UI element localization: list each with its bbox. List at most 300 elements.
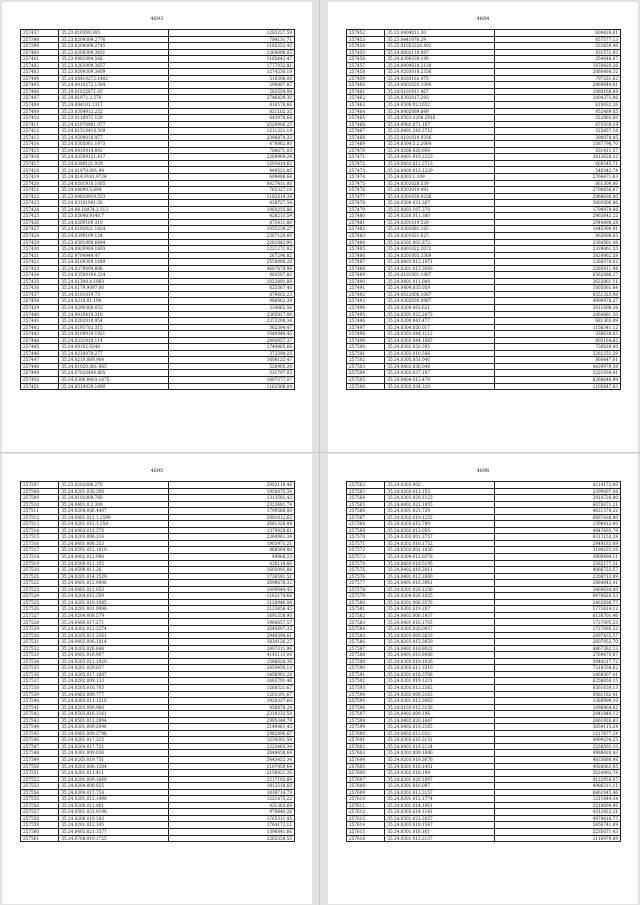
- cadastral-number-cell: 35.24.0509016.977: [59, 134, 169, 141]
- value-cell: 643978,68: [168, 115, 294, 122]
- cadastral-number-cell: 35.24.0402.012.940: [59, 554, 169, 561]
- cadastral-number-cell: 35.24.0205.021.2361: [59, 632, 169, 639]
- cadastral-number-cell: 35.23.0209309.2776: [59, 36, 169, 43]
- row-number-cell: 257578: [347, 586, 385, 593]
- value-cell: 267296,82: [168, 252, 294, 259]
- cadastral-number-cell: 35.24.0401.016.907: [59, 652, 169, 659]
- cadastral-number-cell: 35.24.0500.011.105: [59, 560, 169, 567]
- cadastral-number-cell: 35.24.0200.041.477: [385, 318, 495, 325]
- cadastral-number-cell: 35.24.0301.016.1451: [385, 763, 495, 770]
- row-number-cell: 257449: [21, 370, 59, 377]
- value-cell: 548342,74: [494, 167, 620, 174]
- row-number-cell: 257472: [347, 160, 385, 167]
- value-cell: 1293414,62: [168, 160, 294, 167]
- row-number-cell: 257440: [21, 311, 59, 318]
- cadastral-number-cell: 35.24.0204.020.1025: [385, 593, 495, 600]
- page-number: 4694: [476, 16, 490, 22]
- value-cell: 861309,86: [494, 180, 620, 187]
- value-cell: 1185552,42: [168, 43, 294, 50]
- value-cell: 9122954,07: [494, 776, 620, 783]
- table-row: [347, 835, 621, 842]
- cadastral-number-cell: 35.24.0305.051.040: [385, 357, 495, 364]
- row-number-cell: 257524: [21, 593, 59, 600]
- cadastral-number-cell: 35.24.0203.006.1284: [59, 763, 169, 770]
- row-number-cell: 257403: [21, 69, 59, 76]
- value-cell: 3813628,12: [494, 154, 620, 161]
- row-number-cell: 257512: [21, 514, 59, 521]
- value-cell: 1608122,47: [168, 357, 294, 364]
- cadastral-number-cell: 35.24.0201.012.3063: [385, 698, 495, 705]
- row-number-cell: 257443: [21, 331, 59, 338]
- row-number-cell: 257420: [21, 180, 59, 187]
- row-number-cell: 257563: [347, 488, 385, 495]
- row-number-cell: 257581: [347, 606, 385, 613]
- cadastral-number-cell: 35.24.04090.5.694: [59, 187, 169, 194]
- row-number-cell: 257535: [21, 665, 59, 672]
- row-number-cell: 257611: [347, 802, 385, 809]
- row-number-cell: 257482: [347, 226, 385, 233]
- value-cell: 1499044,45: [168, 586, 294, 593]
- cadastral-number-cell: 35.24.0301.016.3708: [385, 671, 495, 678]
- value-cell: 1268521,67: [168, 684, 294, 691]
- value-cell: 4439979,38: [494, 363, 620, 370]
- row-number-cell: 257594: [347, 691, 385, 698]
- row-number-cell: 257474: [347, 174, 385, 181]
- row-number-cell: 257606: [347, 770, 385, 777]
- row-number-cell: 257532: [21, 645, 59, 652]
- cadastral-number-cell: 35.24.01309.4.1960: [59, 278, 169, 285]
- value-cell: 1055239,27: [168, 226, 294, 233]
- cadastral-number-cell: 35.23.0116071.159: [59, 115, 169, 122]
- value-cell: 1096864,62: [494, 704, 620, 711]
- cadastral-number-cell: 35.24.0203.006.316: [59, 534, 169, 541]
- value-cell: 1264096,05: [168, 49, 294, 56]
- value-cell: 821102,32: [168, 108, 294, 115]
- value-cell: 1813518,60: [168, 783, 294, 790]
- cadastral-number-cell: 35.24.0201019.529: [385, 219, 495, 226]
- cadastral-number-cell: 35.24.01970981.977: [59, 121, 169, 128]
- cadastral-number-cell: 35.24.01972.2.570: [59, 95, 169, 102]
- row-number-cell: 257503: [347, 363, 385, 370]
- value-cell: 1799566,00: [168, 508, 294, 515]
- cadastral-number-cell: 35.24.0920904.1693: [59, 246, 169, 253]
- value-cell: 4687679,96: [168, 265, 294, 272]
- row-number-cell: 257531: [21, 639, 59, 646]
- row-number-cell: 257439: [21, 304, 59, 311]
- value-cell: 2798856,67: [494, 187, 620, 194]
- value-cell: 2902118,46: [168, 482, 294, 489]
- value-cell: 5944217,72: [494, 658, 620, 665]
- value-cell: 979840,26: [168, 809, 294, 816]
- cadastral-number-cell: 35.24.0503.016.1161: [59, 711, 169, 718]
- row-number-cell: 257497: [347, 324, 385, 331]
- row-number-cell: 257530: [21, 632, 59, 639]
- data-table: [346, 481, 621, 842]
- value-cell: 2558996,20: [168, 259, 294, 266]
- cadastral-number-cell: 35.24.0403.018.5195: [385, 560, 495, 567]
- row-number-cell: 257550: [21, 763, 59, 770]
- cadastral-number-cell: 35.24.0201.012.345: [59, 822, 169, 829]
- row-number-cell: 257453: [347, 36, 385, 43]
- row-number-cell: 257546: [21, 737, 59, 744]
- value-cell: 2367129,60: [168, 232, 294, 239]
- value-cell: 736628,00: [494, 344, 620, 351]
- cadastral-number-cell: 35.24.0201.020.1250: [385, 586, 495, 593]
- cadastral-number-cell: 35.24.0201.036.200: [59, 488, 169, 495]
- row-number-cell: 257600: [347, 730, 385, 737]
- value-cell: 6667436,80: [494, 514, 620, 521]
- row-number-cell: 257498: [347, 331, 385, 338]
- row-number-cell: 257510: [21, 501, 59, 508]
- cadastral-number-cell: 35.24.0902089.849: [385, 108, 495, 115]
- row-number-cell: 257488: [347, 265, 385, 272]
- row-number-cell: 257544: [21, 724, 59, 731]
- cadastral-number-cell: 35.24.0302028.539: [385, 180, 495, 187]
- cadastral-number-cell: 35.24.0304.020.017: [385, 324, 495, 331]
- cadastral-number-cell: 35.24.0209109.310: [59, 219, 169, 226]
- value-cell: 1283227,59: [168, 30, 294, 37]
- row-number-cell: 257496: [347, 318, 385, 325]
- cadastral-number-cell: 35.24.0210070.277: [59, 350, 169, 357]
- cadastral-number-cell: 35.23.0441076.29: [385, 36, 495, 43]
- row-number-cell: 257416: [21, 154, 59, 161]
- value-cell: 5235071,43: [494, 828, 620, 835]
- value-cell: 2769470,67: [494, 652, 620, 659]
- data-table: [20, 29, 295, 390]
- row-number-cell: 257411: [21, 121, 59, 128]
- row-number-cell: 257570: [347, 534, 385, 541]
- row-number-cell: 257560: [21, 828, 59, 835]
- cadastral-number-cell: 35.24.0204.012.0378: [385, 554, 495, 561]
- value-cell: 324062,56: [168, 304, 294, 311]
- value-cell: 600428,61: [494, 30, 620, 37]
- value-cell: 875411,80: [168, 219, 294, 226]
- value-cell: 1586628,36: [168, 658, 294, 665]
- row-number-cell: 257511: [21, 508, 59, 515]
- row-number-cell: 257434: [21, 272, 59, 279]
- value-cell: 3659115,24: [494, 724, 620, 731]
- row-number-cell: 257476: [347, 187, 385, 194]
- cadastral-number-cell: 35.24.0203.002: [385, 482, 495, 489]
- row-number-cell: 257407: [21, 95, 59, 102]
- value-cell: 1080168,69: [494, 88, 620, 95]
- value-cell: 1023891,89: [168, 278, 294, 285]
- value-cell: 3218694,96: [494, 802, 620, 809]
- row-number-cell: 257507: [21, 482, 59, 489]
- cadastral-number-cell: 35.24.0203.009.2633: [385, 632, 495, 639]
- value-cell: 2766471,63: [494, 174, 620, 181]
- value-cell: 2949183,09: [494, 540, 620, 547]
- cadastral-number-cell: 35.24.0201.017.225: [59, 737, 169, 744]
- cadastral-number-cell: 35.24.0409618.2139: [385, 62, 495, 69]
- cadastral-number-cell: 35.24.0303.011.1010: [385, 665, 495, 672]
- cadastral-number-cell: 35.23.0301909.6494: [59, 239, 169, 246]
- horizontal-page-divider: [0, 452, 640, 453]
- value-cell: 2859450,13: [168, 665, 294, 672]
- row-number-cell: 257585: [347, 632, 385, 639]
- value-cell: 583554,08: [168, 88, 294, 95]
- value-cell: 2969944,01: [494, 82, 620, 89]
- cadastral-number-cell: 35.24.0206.019.343: [59, 815, 169, 822]
- row-number-cell: 257509: [21, 495, 59, 502]
- row-number-cell: 257415: [21, 147, 59, 154]
- value-cell: 1097377,07: [168, 376, 294, 383]
- cadastral-number-cell: 35.24.0402.009.777: [59, 691, 169, 698]
- cadastral-number-cell: 35.24.0192021.1824: [59, 226, 169, 233]
- value-cell: 3469634,00: [494, 586, 620, 593]
- cadastral-number-cell: 35.24.0201.012.1774: [385, 796, 495, 803]
- value-cell: 3623861,11: [494, 278, 620, 285]
- row-number-cell: 257428: [21, 232, 59, 239]
- cadastral-number-cell: 35.24.0303.037.107: [385, 370, 495, 377]
- value-cell: 2217192,89: [168, 776, 294, 783]
- row-number-cell: 257467: [347, 128, 385, 135]
- row-number-cell: 257419: [21, 174, 59, 181]
- cadastral-number-cell: 35.24.0303.1.109: [385, 174, 495, 181]
- cadastral-number-cell: 35.24.03101901.56: [59, 200, 169, 207]
- cadastral-number-cell: 35.24.0401.011.089: [385, 278, 495, 285]
- value-cell: 963008,65: [494, 232, 620, 239]
- cadastral-number-cell: 35.24.0210.01.198: [59, 298, 169, 305]
- cadastral-number-cell: 35.24.0302.019.207: [385, 606, 495, 613]
- row-number-cell: 257470: [347, 147, 385, 154]
- value-cell: 4847693,79: [494, 527, 620, 534]
- cadastral-number-cell: 35.23.010309.305: [59, 30, 169, 37]
- cadastral-number-cell: 35.24.0303.019.1026: [385, 658, 495, 665]
- value-cell: 1691558,90: [168, 612, 294, 619]
- row-number-cell: 257483: [347, 232, 385, 239]
- value-cell: 1736591,51: [168, 573, 294, 580]
- row-number-cell: 257448: [21, 363, 59, 370]
- row-number-cell: 257502: [347, 357, 385, 364]
- cadastral-number-cell: 35.24.0303.044.1112: [385, 331, 495, 338]
- value-cell: 1234301,54: [168, 737, 294, 744]
- row-number-cell: 257541: [21, 704, 59, 711]
- cadastral-number-cell: 35.23.02640.9140.7: [59, 213, 169, 220]
- cadastral-number-cell: 35.24.0500.02.1652: [385, 102, 495, 109]
- value-cell: 699486,64: [168, 174, 294, 181]
- value-cell: 2492657,37: [168, 337, 294, 344]
- cadastral-number-cell: 35.24.0203.009.960: [59, 704, 169, 711]
- cadastral-number-cell: 35.24.0402.009.196: [385, 711, 495, 718]
- row-number-cell: 257414: [21, 141, 59, 148]
- row-number-cell: 257489: [347, 272, 385, 279]
- row-number-cell: 257492: [347, 291, 385, 298]
- value-cell: 8476620,53: [494, 593, 620, 600]
- cadastral-number-cell: 35.23.0404011.30: [385, 30, 495, 37]
- row-number-cell: 257590: [347, 665, 385, 672]
- row-number-cell: 257441: [21, 318, 59, 325]
- value-cell: 438727,54: [168, 200, 294, 207]
- row-number-cell: 257584: [347, 626, 385, 633]
- cadastral-number-cell: 35.24.0203.011.1920: [59, 658, 169, 665]
- row-number-cell: 257520: [21, 567, 59, 574]
- value-cell: 8288646,99: [494, 376, 620, 383]
- cadastral-number-cell: 35.24.0101001.1987: [385, 272, 495, 279]
- value-cell: 905164,62: [494, 337, 620, 344]
- cadastral-number-cell: 35.24.0402.018.8022: [385, 645, 495, 652]
- cadastral-number-cell: 35.24.0402.016.2011: [385, 567, 495, 574]
- cadastral-number-cell: 35.24.0302.012.050: [385, 527, 495, 534]
- page-number: 4693: [150, 16, 164, 22]
- row-number-cell: 257529: [21, 626, 59, 633]
- value-cell: 333859,46: [494, 43, 620, 50]
- value-cell: 952489,05: [494, 108, 620, 115]
- value-cell: 5771614,12: [494, 606, 620, 613]
- value-cell: 2699678,32: [168, 580, 294, 587]
- cadastral-number-cell: 35.24.0301.020.1097: [385, 776, 495, 783]
- row-number-cell: 257542: [21, 711, 59, 718]
- row-number-cell: 257545: [21, 730, 59, 737]
- cadastral-number-cell: 35.24.0500.031.267: [385, 200, 495, 207]
- value-cell: 2060484,32: [494, 69, 620, 76]
- row-number-cell: 257588: [347, 652, 385, 659]
- value-cell: 816578,66: [168, 102, 294, 109]
- value-cell: 831571,93: [494, 49, 620, 56]
- row-number-cell: 257431: [21, 252, 59, 259]
- row-number-cell: 257458: [347, 69, 385, 76]
- cadastral-number-cell: 35.24.0202.019.1222: [385, 514, 495, 521]
- value-cell: 1744865,66: [168, 344, 294, 351]
- cadastral-number-cell: 35.24.0402.006.1937: [385, 612, 495, 619]
- row-number-cell: 257452: [347, 30, 385, 37]
- value-cell: 1799979,66: [494, 206, 620, 213]
- cadastral-number-cell: 35.24.0301.013.2137: [385, 835, 495, 842]
- page-number: 4696: [476, 468, 490, 474]
- value-cell: 531797,05: [168, 370, 294, 377]
- cadastral-number-cell: 35.24.0401.012.1.2599: [59, 514, 169, 521]
- value-cell: 4988420,43: [494, 750, 620, 757]
- cadastral-number-cell: 35.25.01053226.492: [385, 43, 495, 50]
- row-number-cell: 257564: [347, 495, 385, 502]
- page-4695: [2, 454, 312, 904]
- value-cell: 2149461,45: [168, 724, 294, 731]
- row-number-cell: 257437: [21, 291, 59, 298]
- row-number-cell: 257616: [347, 835, 385, 842]
- value-cell: 2319233,58: [168, 711, 294, 718]
- value-cell: 1445390,91: [494, 226, 620, 233]
- row-number-cell: 257408: [21, 102, 59, 109]
- row-number-cell: 257525: [21, 599, 59, 606]
- cadastral-number-cell: 35.23.0401.316.3712: [385, 128, 495, 135]
- value-cell: 2607952,70: [494, 639, 620, 646]
- row-number-cell: 257451: [21, 383, 59, 390]
- row-number-cell: 257516: [21, 540, 59, 547]
- cadastral-number-cell: 35.24.0306.8403.1675: [59, 376, 169, 383]
- row-number-cell: 257555: [21, 796, 59, 803]
- value-cell: 2116979,89: [494, 835, 620, 842]
- row-number-cell: 257401: [21, 56, 59, 63]
- cadastral-number-cell: 35.24.0400.012.1229: [385, 167, 495, 174]
- cadastral-number-cell: 35.24.0602119.987: [385, 49, 495, 56]
- row-number-cell: 257442: [21, 324, 59, 331]
- row-number-cell: 257608: [347, 783, 385, 790]
- value-cell: 860447,01: [494, 357, 620, 364]
- cadastral-number-cell: 35.24.0404.012.479: [385, 376, 495, 383]
- value-cell: 1960657,57: [168, 619, 294, 626]
- value-cell: 2208712,09: [494, 573, 620, 580]
- value-cell: 1004371,06: [494, 95, 620, 102]
- cadastral-number-cell: 35.24.0402.011.2713: [385, 160, 495, 167]
- cadastral-number-cell: 35.24.0402.006.1014: [59, 639, 169, 646]
- row-number-cell: 257465: [347, 115, 385, 122]
- cadastral-number-cell: 35.24.0204.009.025: [59, 783, 169, 790]
- cadastral-number-cell: 35.24.0401.0.2.309: [59, 501, 169, 508]
- cadastral-number-cell: 35.24.0201.019.1271: [385, 678, 495, 685]
- cadastral-number-cell: 35.24.0109309.1649: [59, 259, 169, 266]
- cadastral-number-cell: 35.23.0304912.232: [59, 108, 169, 115]
- cadastral-number-cell: 35.24.07020408.805: [59, 370, 169, 377]
- value-cell: 1185443,47: [168, 56, 294, 63]
- cadastral-number-cell: 35.24.0200.061.621: [385, 304, 495, 311]
- value-cell: 2982896,67: [168, 730, 294, 737]
- row-number-cell: 257426: [21, 219, 59, 226]
- cadastral-number-cell: 35.24.0220.011.380: [385, 213, 495, 220]
- cadastral-number-cell: 35.24.0401.009.2796: [59, 730, 169, 737]
- value-cell: 49868,23: [168, 554, 294, 561]
- row-number-cell: 257519: [21, 560, 59, 567]
- row-number-cell: 257460: [347, 82, 385, 89]
- row-number-cell: 257427: [21, 226, 59, 233]
- cadastral-number-cell: 35.24.0902.071.167: [385, 121, 495, 128]
- row-number-cell: 257481: [347, 219, 385, 226]
- row-number-cell: 257571: [347, 540, 385, 547]
- cadastral-number-cell: 35.24.0204.017.721: [59, 743, 169, 750]
- value-cell: 6317153,28: [494, 534, 620, 541]
- value-cell: 1217877,14: [494, 730, 620, 737]
- value-cell: 322865,60: [494, 115, 620, 122]
- cadastral-number-cell: 35.24.0201.002.872: [385, 239, 495, 246]
- cadastral-number-cell: 35.24.0401.012.2060: [385, 573, 495, 580]
- value-cell: 1380999,10: [494, 698, 620, 705]
- value-cell: 1396841,66: [168, 828, 294, 835]
- cadastral-number-cell: 35.24.08410272.1402: [59, 75, 169, 82]
- cadastral-number-cell: 35.24.0404.035.059: [385, 285, 495, 292]
- value-cell: 458878,28: [168, 704, 294, 711]
- value-cell: 2399097,08: [494, 488, 620, 495]
- cadastral-number-cell: 35.24.0401.016.3961: [385, 580, 495, 587]
- row-number-cell: 257409: [21, 108, 59, 115]
- table-row: [347, 383, 621, 390]
- value-cell: 5443452,34: [168, 756, 294, 763]
- cadastral-number-cell: 35.24.0206.020.908: [385, 147, 495, 154]
- value-cell: 1274530,19: [168, 69, 294, 76]
- data-table: [346, 29, 621, 390]
- row-number-cell: 257418: [21, 167, 59, 174]
- cadastral-number-cell: 35.02.9704944.47: [59, 252, 169, 259]
- row-number-cell: 257604: [347, 756, 385, 763]
- row-number-cell: 257566: [347, 508, 385, 515]
- value-cell: 4214172,00: [494, 482, 620, 489]
- cadastral-number-cell: 35.24.0305061.1973: [59, 141, 169, 148]
- cadastral-number-cell: 35.24.0401.021.1955: [385, 501, 495, 508]
- cadastral-number-cell: 35.24.0401.008.253: [59, 540, 169, 547]
- cadastral-number-cell: 35.24.0303.014.1141: [385, 809, 495, 816]
- cadastral-number-cell: 35.24.0202.009.2163: [385, 691, 495, 698]
- value-cell: 765327,10: [168, 187, 294, 194]
- cadastral-number-cell: 35.24.0103.012.3156: [385, 704, 495, 711]
- row-number-cell: 257552: [21, 776, 59, 783]
- cadastral-number-cell: 35.24.0399109.124: [59, 232, 169, 239]
- cadastral-number-cell: 35.24.0201.012.1.358: [59, 521, 169, 528]
- value-cell: 2289969,24: [168, 154, 294, 161]
- row-number-cell: 257421: [21, 187, 59, 194]
- cadastral-number-cell: 35.24.0205.016.703: [59, 684, 169, 691]
- value-cell: 2529906,25: [168, 121, 294, 128]
- value-cell: 2848458,64: [168, 750, 294, 757]
- value-cell: 3265358,55: [168, 835, 294, 842]
- row-number-cell: 257480: [347, 213, 385, 220]
